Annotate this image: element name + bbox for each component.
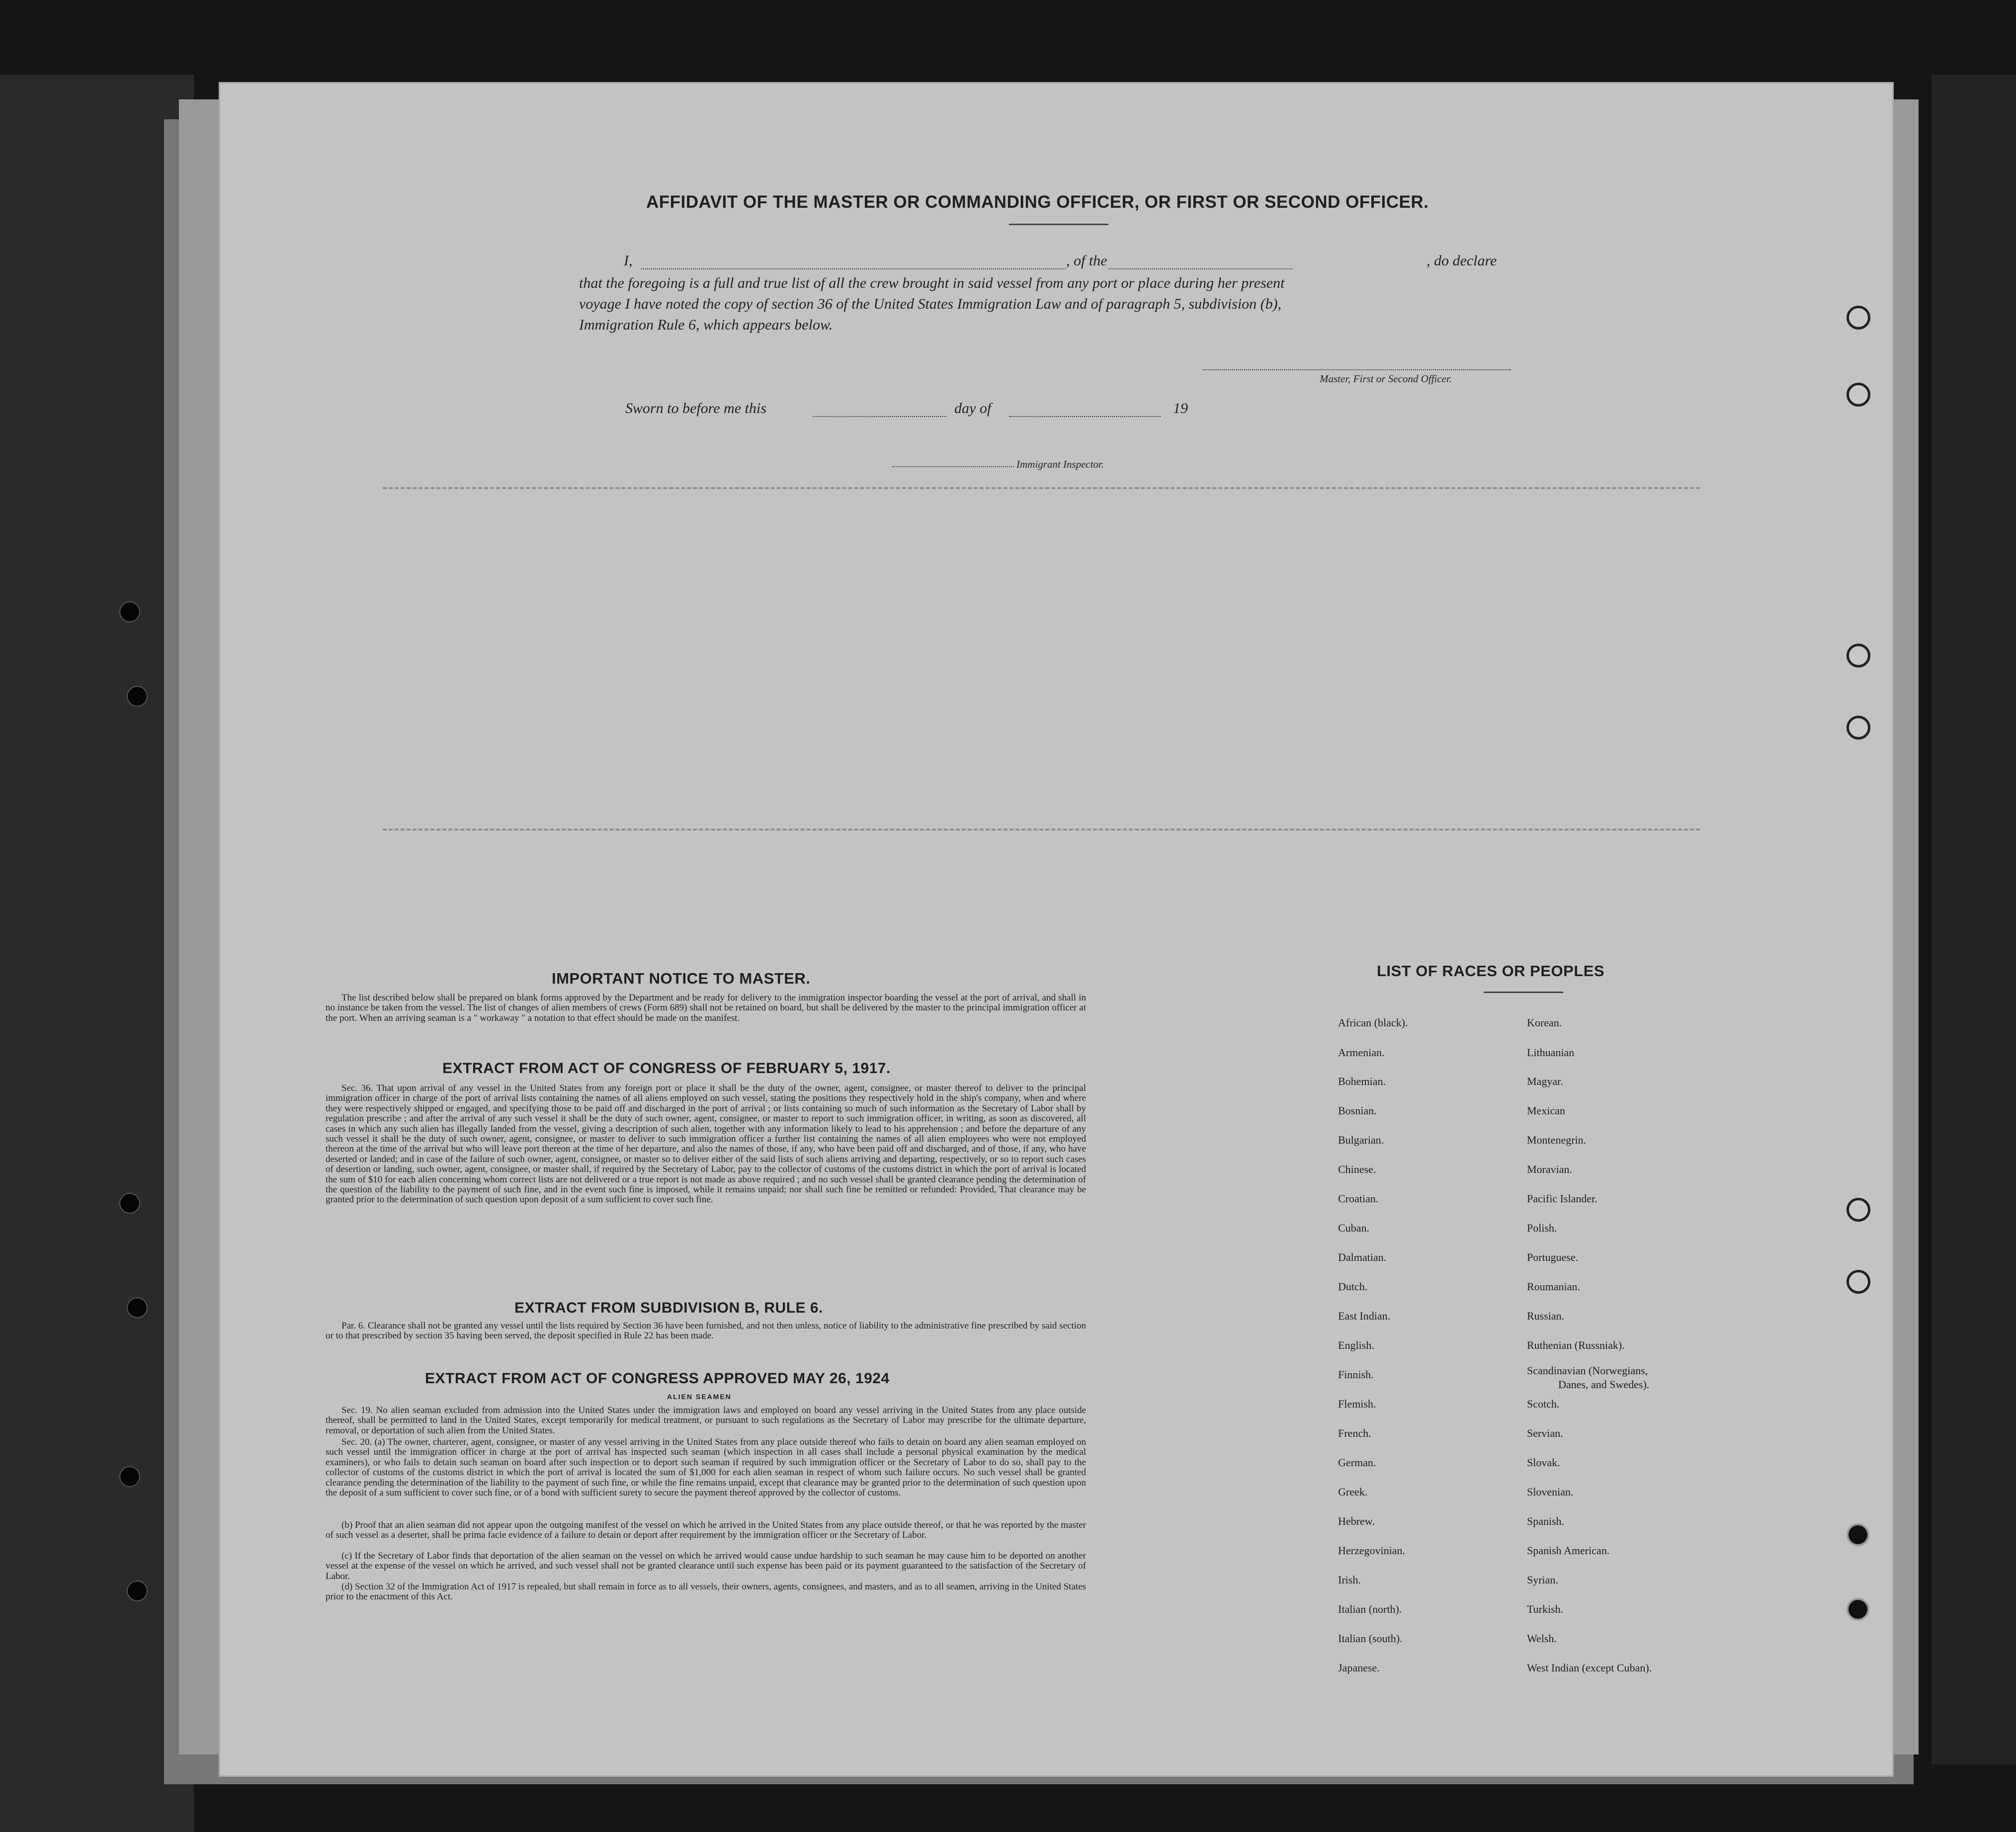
binder-hole-icon (127, 1581, 148, 1601)
race-item: Greek. (1338, 1486, 1368, 1498)
master-signature-line (1203, 369, 1511, 370)
race-item: Croatian. (1338, 1192, 1379, 1205)
notice-title: IMPORTANT NOTICE TO MASTER. (552, 970, 811, 987)
race-item: Magyar. (1527, 1075, 1563, 1087)
race-item: Hebrew. (1338, 1515, 1375, 1527)
extract-1924-sec20d: (d) Section 32 of the Immigration Act of 1917 is repealed, but shall remain in force as to all vessels, their owners, agents, consignees, and masters, and as to all seamen, arriving in the United States prior to the enactment of this Act. (326, 1582, 1086, 1602)
race-item: Italian (south). (1338, 1632, 1403, 1645)
race-item: Lithuanian (1527, 1046, 1575, 1059)
extract-rule6-title: EXTRACT FROM SUBDIVISION B, RULE 6. (514, 1300, 823, 1316)
binder-bolt-icon (1847, 1598, 1869, 1621)
binder-bolt-icon (1847, 1523, 1869, 1546)
races-title-rule (1484, 992, 1563, 993)
extract-1924-sec20c: (c) If the Secretary of Labor finds that deportation of the alien seaman on the vessel on which he arrived would cause undue hardship to such seaman he may cause him to be deported on another vessel at the expense of the vessel on which he arrived, and such vessel shall not be granted clearance until such expense has been paid or its payment guaranteed to the satisfaction of the Secretary of Labor. (326, 1551, 1086, 1582)
extract-1917-title: EXTRACT FROM ACT OF CONGRESS OF FEBRUARY 5, 1917. (442, 1060, 891, 1077)
inspector-caption: Immigrant Inspector. (1016, 458, 1104, 470)
race-item: Bulgarian. (1338, 1134, 1384, 1146)
affidavit-title: AFFIDAVIT OF THE MASTER OR COMMANDING OFFICER, OR FIRST OR SECOND OFFICER. (646, 192, 1429, 212)
race-item: Mexican (1527, 1104, 1565, 1117)
race-item: Slovenian. (1527, 1486, 1574, 1498)
binder-hole-icon (119, 601, 140, 622)
binder-hole-icon (119, 1466, 140, 1487)
affidavit-line-1: that the foregoing is a full and true list of all the crew brought in said vessel from any port or place during her present (579, 275, 1285, 291)
race-item: Servian. (1527, 1427, 1563, 1439)
notice-text: The list described below shall be prepared on blank forms approved by the Department and be ready for delivery to the immigration inspector boarding the vessel at the port of arrival, and shall in no instance be taken from the vessel. The list of changes of alien members of crews (Form 689) shall not be retained on board, but shall be delivered by the master to the principal immigration officer at the port. When an arriving seaman is a " workaway " a notation to that effect should be made on the manifest. (326, 993, 1086, 1023)
year-label: 19 (1173, 400, 1188, 416)
race-item: Chinese. (1338, 1163, 1376, 1175)
race-item: Bosnian. (1338, 1104, 1377, 1117)
race-item: Spanish. (1527, 1515, 1565, 1527)
race-item: African (black). (1338, 1016, 1408, 1029)
race-item: Moravian. (1527, 1163, 1573, 1175)
race-item: English. (1338, 1339, 1374, 1351)
sworn-month-line (1009, 416, 1161, 417)
races-title: LIST OF RACES OR PEOPLES (1377, 962, 1605, 980)
punch-hole-icon (1847, 383, 1870, 407)
affidavit-of-the-label: , of the (1066, 252, 1107, 269)
extract-1924-sec19: Sec. 19. No alien seaman excluded from admission into the United States under the immigration laws and employed on board any vessel arriving in the United States from any place outside thereof, shall be permitted to land in the United States, except temporarily for medical treatment, or pursuant to such regulations as the Secretary of Labor may prescribe for the ultimate departure, removal, or deportation of such alien from the United States. (326, 1405, 1086, 1436)
race-item: Russian. (1527, 1310, 1565, 1322)
affidavit-declare-label: , do declare (1427, 252, 1497, 269)
race-item: Bohemian. (1338, 1075, 1386, 1087)
crew-list-back-page (219, 82, 1894, 1777)
race-item: Scandinavian (Norwegians, (1527, 1364, 1648, 1377)
master-signature-caption: Master, First or Second Officer. (1320, 373, 1452, 385)
race-item: East Indian. (1338, 1310, 1391, 1322)
extract-1924-sec20a: Sec. 20. (a) The owner, charterer, agent, consignee, or master of any vessel arriving in the United States from any place outside thereof who fails to detain on board any alien seaman employed on such vessel until the immigration officer in charge at the port of arrival has inspected such seaman (which inspection in all cases shall include a personal physical examination by the medical examiners), or who fails to detain such seaman on board after such inspection or to deport such seaman if required by such immigration officer or the Secretary of Labor to do so, shall pay to the collector of customs of the customs district in which the port of arrival is located the sum of $1,000 for each alien seaman in respect of whom such failure occurs. No such vessel shall be granted clearance pending the determination of the liability to the payment of such fine, or while the fine remains unpaid, except that clearance may be granted prior to the determination of such question upon the deposit of a sum sufficient to cover such fine, or of a bond with sufficient surety to secure the payment thereof approved by the collector of customs. (326, 1437, 1086, 1499)
sworn-label: Sworn to before me this (625, 400, 766, 416)
race-item: Portuguese. (1527, 1251, 1579, 1263)
race-item: Irish. (1338, 1574, 1361, 1586)
binder-hole-icon (119, 1193, 140, 1214)
officer-name-line (641, 268, 1292, 269)
race-item: Welsh. (1527, 1632, 1557, 1645)
race-item: Italian (north). (1338, 1603, 1402, 1615)
race-item: Flemish. (1338, 1398, 1376, 1410)
alien-seamen-subtitle: ALIEN SEAMEN (667, 1393, 732, 1401)
race-item: Polish. (1527, 1222, 1557, 1234)
bleed-through-rule (383, 487, 1700, 489)
race-item: Syrian. (1527, 1574, 1558, 1586)
extract-rule6-text: Par. 6. Clearance shall not be granted any vessel until the lists required by Section 36 have been furnished, and not then unless, notice of liability to the administrative fine prescribed by said section or to that prescribed by section 35 having been served, the deposit specified in Rule 22 has been made. (326, 1321, 1086, 1341)
binder-strip-right (1932, 75, 2016, 1764)
day-of-label: day of (954, 400, 992, 416)
race-item: Finnish. (1338, 1368, 1374, 1381)
punch-hole-icon (1847, 644, 1870, 667)
race-item: Korean. (1527, 1016, 1562, 1029)
affidavit-line-3: Immigration Rule 6, which appears below. (579, 317, 833, 333)
race-item: Spanish American. (1527, 1544, 1610, 1557)
extract-1924-title: EXTRACT FROM ACT OF CONGRESS APPROVED MAY 26, 1924 (425, 1370, 890, 1387)
affidavit-line-2: voyage I have noted the copy of section 36 of the United States Immigration Law and of paragraph 5, subdivision (b), (579, 296, 1282, 312)
binder-hole-icon (127, 1297, 148, 1318)
race-item-continuation: Danes, and Swedes). (1558, 1378, 1650, 1391)
punch-hole-icon (1847, 1198, 1870, 1222)
race-item: Montenegrin. (1527, 1134, 1587, 1146)
race-item: Roumanian. (1527, 1280, 1580, 1293)
race-item: Pacific Islander. (1527, 1192, 1597, 1205)
race-item: Cuban. (1338, 1222, 1369, 1234)
punch-hole-icon (1847, 716, 1870, 740)
affidavit-i-label: I, (624, 252, 633, 269)
extract-1917-text: Sec. 36. That upon arrival of any vessel in the United States from any foreign port or place it shall be the duty of the owner, agent, consignee, or master thereof to deliver to the principal immigration officer in charge of the port of arrival lists containing the names of all aliens employed on such vessel, stating the positions they respectively hold in the ship's company, when and where they were respectively shipped or engaged, and specifying those to be paid off and discharged in the port of arrival ; or lists containing so much of such information as the Secretary of Labor shall by regulation prescribe ; and after the arrival of any such vessel it shall be the duty of such owner, agent, consignee, or master to report to such immigration officer, in writing, as soon as discovered, all cases in which any such alien has illegally landed from the vessel, giving a description of such alien, together with any information likely to lead to his apprehension ; and before the departure of any such vessel it shall be the duty of such owner, agent, consignee, or master to deliver to such immigration officer a further list containing the names of all alien employees who were not employed thereon at the time of the arrival but who will leave port thereon at the time of her departure, and also the names of those, if any, who have been paid off and discharged, and of those, if any, who have deserted or landed; and in case of the failure of such owner, agent, consignee, or master so to deliver either of the said lists of such aliens arriving and departing, respectively, or so to report such cases of desertion or landing, such owner, agent, consignee, or master shall, if required by the Secretary of Labor, pay to the collector of customs of the customs district in which the port of arrival is located the sum of $10 for each alien concerning whom correct lists are not delivered or a true report is not made as above required ; and no such vessel shall be granted clearance pending the determination of the question of the liability to the payment of such fine, and in the event such fine is imposed, while it remains unpaid; nor shall such fine be remitted or refunded: Provided, That clearance may be granted prior to the determination of such question upon deposit of a sum sufficient to cover such fine. (326, 1083, 1086, 1205)
race-item: West Indian (except Cuban). (1527, 1662, 1652, 1674)
race-item: Ruthenian (Russniak). (1527, 1339, 1625, 1351)
race-item: Dutch. (1338, 1280, 1368, 1293)
extract-1924-sec20b: (b) Proof that an alien seaman did not appear upon the outgoing manifest of the vessel on which he arrived in the United States from any place outside thereof, or that he was reported by the master of such vessel as a deserter, shall be prima facie evidence of a failure to detain or deport after requirement by the immigration officer or the Secretary of Labor. (326, 1520, 1086, 1541)
race-item: Japanese. (1338, 1662, 1380, 1674)
inspector-signature-line (892, 466, 1014, 467)
race-item: Dalmatian. (1338, 1251, 1387, 1263)
race-item: Slovak. (1527, 1456, 1560, 1469)
binder-hole-icon (127, 686, 148, 707)
race-item: German. (1338, 1456, 1376, 1469)
punch-hole-icon (1847, 1270, 1870, 1294)
title-rule (1009, 224, 1108, 225)
bleed-through-rule (383, 829, 1700, 831)
race-item: French. (1338, 1427, 1371, 1439)
punch-hole-icon (1847, 306, 1870, 330)
race-item: Armenian. (1338, 1046, 1385, 1059)
race-item: Herzegovinian. (1338, 1544, 1405, 1557)
sworn-day-line (813, 416, 947, 417)
race-item: Scotch. (1527, 1398, 1560, 1410)
race-item: Turkish. (1527, 1603, 1564, 1615)
